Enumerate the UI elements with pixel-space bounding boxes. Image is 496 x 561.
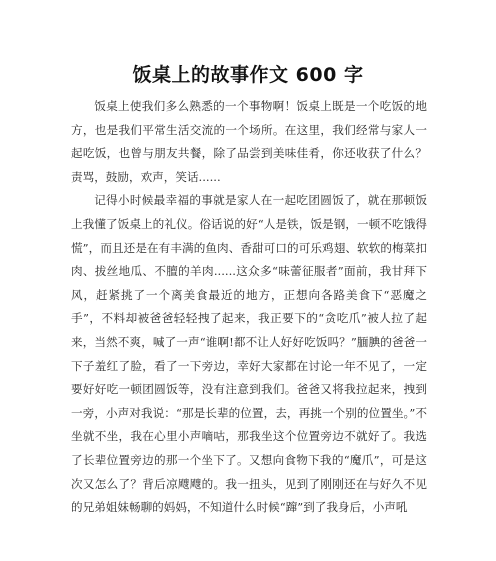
document-body [71,95,427,520]
paragraph: 记得小时候最幸福的事就是家人在一起吃团圆饭了，就在那顿饭上我懂了饭桌上的礼仪。俗话说的好“人是铁，饭是钢，一顿不吃饿得慌”，而且还是在有丰满的鱼肉、香甜可口的可乐鸡翅、软软的梅菜扣肉、拔丝地瓜、不膻的羊肉......这众多“味蕾征服者”面前，我甘拜下风，赶紧挑了一个离美食最近的地方，正想向各路美食下“恶魔之手”，不料却被爸爸轻轻拽了起来，我正要下的“贪吃爪”被人拉了起来，当然不爽，喊了一声“谁啊!都不让人好好吃饭吗？”腼腆的爸爸一下子羞红了脸，看了一下旁边，幸好大家都在讨论一年不见了，一定要好好吃一顿团圆饭等，没有注意到我们。爸爸又将我拉起来，拽到一旁，小声对我说：“那是长辈的位置，去，再挑一个别的位置坐。”不坐就不坐，我在心里小声嘀咕，那我坐这个位置旁边不就好了。我选了长辈位置旁边的那一个坐下了。又想向食物下我的“魔爪”，可是这次又怎么了？背后凉飕飕的。我一扭头，见到了刚刚还在与好久不见的兄弟姐妹畅聊的妈妈，不知道什么时候“蹿”到了我身后，小声吼 [71,193,427,515]
paragraph: 饭桌上使我们多么熟悉的一个事物啊！饭桌上既是一个吃饭的地方，也是我们平常生活交流的一个场所。在这里，我们经常与家人一起吃饭，也曾与朋友共餐，除了品尝到美味佳肴，你还收获了什么？责骂，鼓励，欢声，笑话...... [71,99,427,184]
document-title: 饭桌上的故事作文 600 字 [132,64,364,86]
